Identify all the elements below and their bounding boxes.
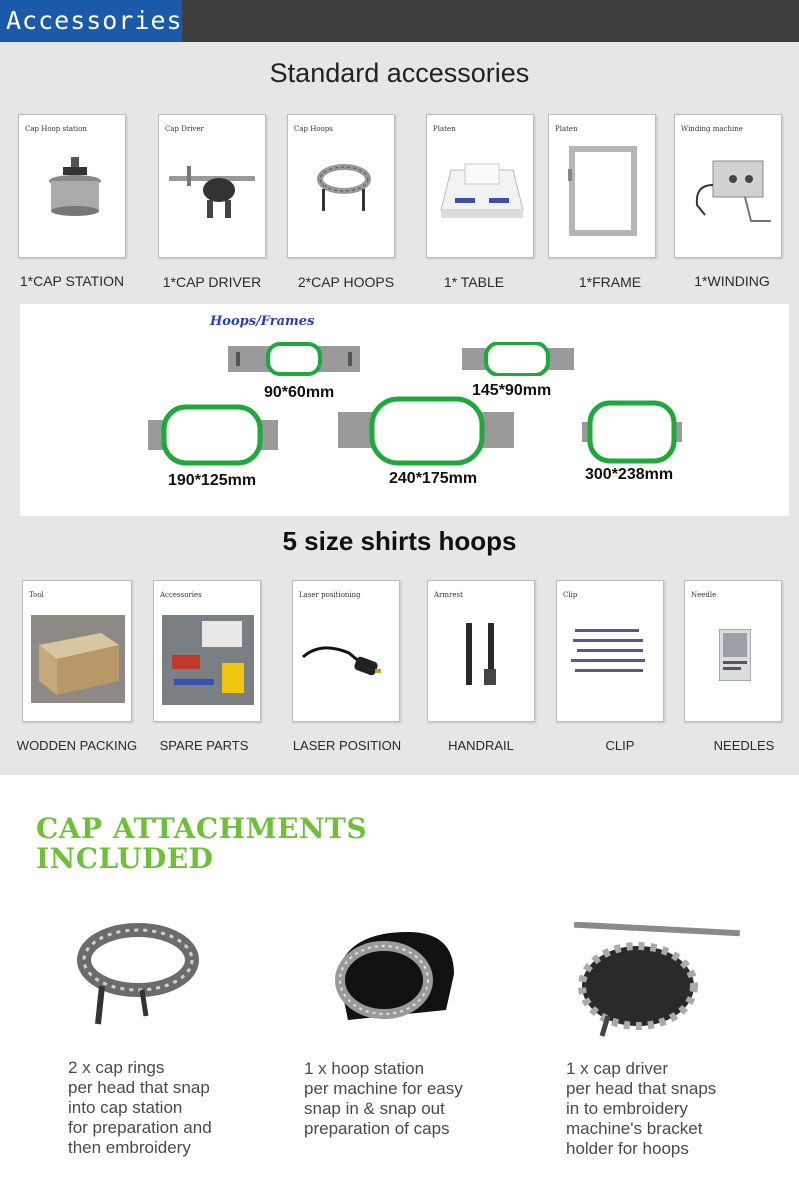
hoop-145x90-icon [462,342,574,376]
cap-station-icon [45,155,105,225]
standard-accessories-title: Standard accessories [269,58,530,88]
card-needles [684,580,782,722]
desc-line: for preparation and [68,1118,212,1137]
hoop-size-label: 190*125mm [168,472,257,489]
card-title: Cap Hoop station [25,125,87,133]
cap-hoops-icon [314,157,374,227]
card-title: Cap Hoops [294,125,333,133]
label-clip: CLIP [605,738,635,753]
label-wooden-packing: WODDEN PACKING [16,738,138,753]
label-handrail: HANDRAIL [448,738,514,753]
card-title: Winding machine [681,125,743,133]
card-cap-station [18,114,126,258]
cap-attachments-title [36,814,367,874]
desc-line: preparation of caps [304,1119,450,1138]
accessories-tab[interactable]: Accessories [0,0,182,42]
desc-line: machine's bracket [566,1119,703,1138]
hoop-size-label: 90*60mm [264,384,335,401]
card-cap-hoops [287,114,395,258]
card-cap-driver [158,114,266,258]
winding-machine-icon [685,155,775,225]
card-title: Laser positioning [299,591,361,599]
card-laser-position [292,580,400,722]
card-title: Accessories [160,591,202,599]
table-icon [437,160,527,230]
cap-driver-large-icon [568,922,744,1038]
card-title: Tool [29,591,44,599]
card-winding [674,114,782,258]
laser-icon [301,637,391,687]
card-title: Clip [563,591,578,599]
accessories-panel [0,42,799,775]
hoop-station-icon [318,924,468,1044]
hoop-190x125-icon [148,404,278,468]
label-spare-parts: SPARE PARTS [159,738,249,753]
card-title: Platen [433,125,456,133]
hoop-size-label: 300*238mm [585,466,674,483]
needles-icon [719,629,751,681]
label-cap-driver: 1*CAP DRIVER [162,274,262,290]
shirt-hoops-title: 5 size shirts hoops [282,526,517,556]
spare-parts-icon [162,615,254,705]
desc-line: 1 x cap driver [566,1059,669,1078]
hoop-size-label: 240*175mm [389,470,478,487]
card-clip [556,580,664,722]
card-title: Cap Driver [165,125,204,133]
card-frame [548,114,656,258]
header-bar [0,0,799,42]
clip-icon [571,625,651,685]
label-frame: 1*FRAME [578,274,642,290]
label-needles: NEEDLES [713,738,775,753]
handrail-icon [458,621,508,691]
desc-line: per head that snaps [566,1079,717,1098]
card-handrail [427,580,535,722]
card-title: Platen [555,125,578,133]
cap-rings-description [68,1058,212,1158]
desc-line: into cap station [68,1098,183,1117]
label-cap-station: 1*CAP STATION [19,273,125,289]
hoop-90x60-icon [228,342,360,376]
desc-line: per machine for easy [304,1079,463,1098]
hoops-frames-title: Hoops/Frames [210,314,315,329]
hoop-size-label: 145*90mm [472,382,552,399]
card-spare-parts [153,580,261,722]
hoops-frames-box [20,304,789,516]
label-winding: 1*WINDING [694,273,770,289]
desc-line: in to embroidery [566,1099,688,1118]
label-laser-position: LASER POSITION [292,738,402,753]
label-table: 1* TABLE [443,274,505,290]
cap-ring-icon [72,920,202,1040]
desc-line: 1 x hoop station [304,1059,425,1078]
hoop-240x175-icon [338,396,514,468]
desc-line: snap in & snap out [304,1099,445,1118]
hoop-300x238-icon [582,400,682,466]
card-title: Needle [691,591,717,599]
card-table [426,114,534,258]
cap-driver-icon [167,160,257,230]
hoop-station-description [304,1059,463,1139]
frame-icon [568,145,638,237]
desc-line: 2 x cap rings [68,1058,165,1077]
card-title: Armrest [434,591,463,599]
desc-line: per head that snap [68,1078,210,1097]
desc-line: then embroidery [68,1138,191,1157]
desc-line: holder for hoops [566,1139,689,1158]
wooden-box-icon [31,615,125,703]
title-line: INCLUDED [36,842,214,875]
cap-driver-description [566,1059,716,1159]
title-line: CAP ATTACHMENTS [36,812,368,845]
label-cap-hoops: 2*CAP HOOPS [297,274,395,290]
card-wooden-packing [22,580,132,722]
